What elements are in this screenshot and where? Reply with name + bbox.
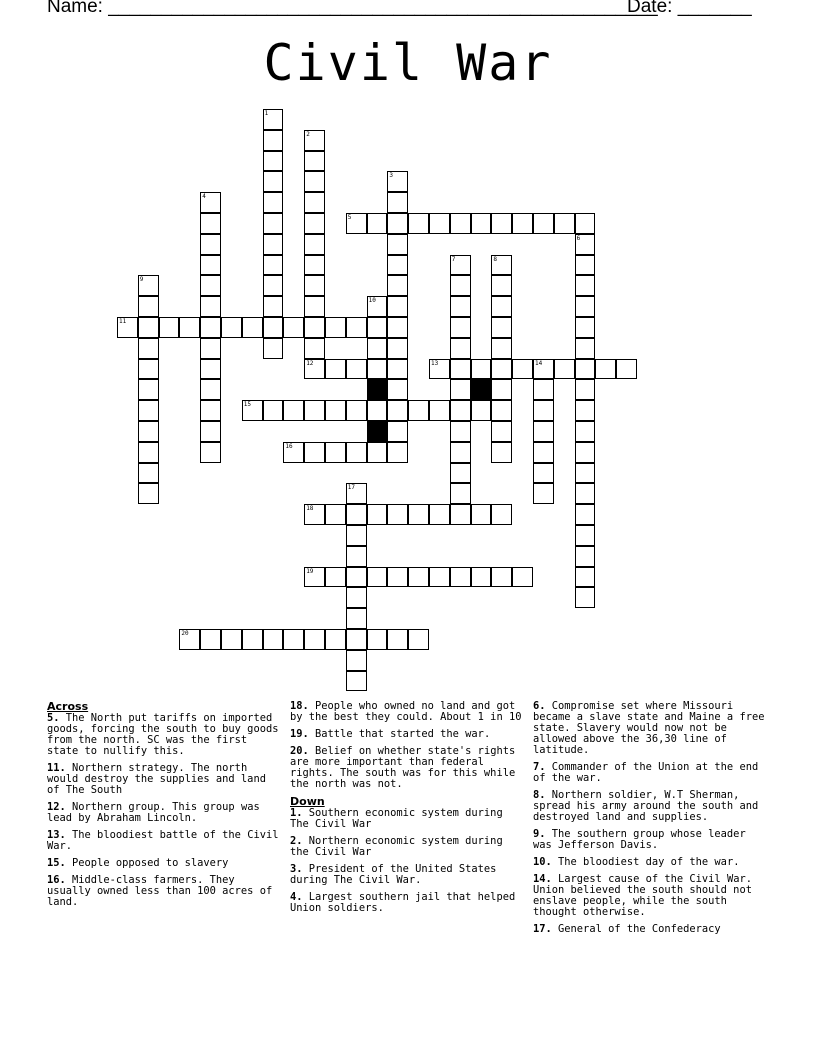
clue-item: [533, 701, 769, 756]
grid-cell[interactable]: [346, 400, 367, 421]
grid-cell[interactable]: [325, 317, 346, 338]
grid-cell[interactable]: [325, 629, 346, 650]
clue-text: Northern economic system during the Civil War: [290, 835, 503, 858]
clue-number: 12.: [47, 801, 66, 813]
clue-number: 1: [264, 110, 269, 117]
clue-item: [47, 830, 283, 852]
grid-cell[interactable]: [304, 255, 325, 276]
grid-cell[interactable]: [450, 463, 471, 484]
grid-cell[interactable]: [325, 400, 346, 421]
grid-cell[interactable]: [575, 567, 596, 588]
grid-cell[interactable]: [491, 338, 512, 359]
clue-text: Middle-class farmers. They usually owned less than 100 acres of land.: [47, 874, 273, 908]
grid-cell[interactable]: [242, 317, 263, 338]
grid-cell[interactable]: [429, 359, 450, 380]
grid-cell[interactable]: [138, 463, 159, 484]
grid-cell[interactable]: [595, 359, 616, 380]
clue-number: 19: [306, 567, 314, 575]
clue-number: 11: [119, 318, 127, 325]
grid-cell[interactable]: [179, 629, 200, 650]
grid-cell[interactable]: [283, 400, 304, 421]
grid-cell[interactable]: [367, 567, 388, 588]
grid-cell[interactable]: [325, 359, 346, 380]
clue-item: [47, 858, 283, 869]
grid-cell[interactable]: [367, 213, 388, 234]
grid-cell[interactable]: [138, 442, 159, 463]
grid-cell[interactable]: [304, 400, 325, 421]
grid-cell[interactable]: [491, 296, 512, 317]
grid-cell[interactable]: [304, 629, 325, 650]
clue-number: 8.: [533, 789, 546, 801]
clue-number: 14.: [533, 873, 552, 885]
grid-cell[interactable]: [283, 442, 304, 463]
grid-cell[interactable]: [304, 275, 325, 296]
grid-cell[interactable]: [450, 400, 471, 421]
clue-text: The North put tariffs on imported goods, forcing the south to buy goods from the north. SC was the first state to nullify this.: [47, 712, 279, 757]
grid-cell[interactable]: [450, 421, 471, 442]
grid-cell[interactable]: [304, 234, 325, 255]
grid-cell[interactable]: [346, 546, 367, 567]
clue-item: [533, 874, 769, 918]
grid-cell[interactable]: [491, 317, 512, 338]
grid-cell[interactable]: [138, 400, 159, 421]
grid-cell[interactable]: [387, 400, 408, 421]
grid-cell[interactable]: [575, 525, 596, 546]
grid-cell[interactable]: [575, 296, 596, 317]
grid-cell[interactable]: [263, 234, 284, 255]
grid-cell[interactable]: [159, 317, 180, 338]
clue-number: 16.: [47, 874, 66, 886]
grid-cell[interactable]: [575, 317, 596, 338]
clue-number: 19.: [290, 728, 309, 740]
grid-cell[interactable]: [450, 213, 471, 234]
grid-cell[interactable]: [367, 442, 388, 463]
across-heading: Across: [47, 700, 89, 713]
grid-cell[interactable]: [200, 213, 221, 234]
grid-cell[interactable]: [408, 213, 429, 234]
grid-cell[interactable]: [304, 359, 325, 380]
clue-number: 13: [431, 359, 439, 367]
grid-cell[interactable]: [304, 442, 325, 463]
grid-cell[interactable]: [471, 504, 492, 525]
grid-cell[interactable]: [512, 567, 533, 588]
grid-cell[interactable]: [304, 192, 325, 213]
grid-cell[interactable]: [408, 400, 429, 421]
grid-cell[interactable]: [387, 296, 408, 317]
clue-text: Northern soldier, W.T Sherman, spread his army around the south and destroyed land and supplies.: [533, 789, 759, 823]
grid-cell[interactable]: [387, 567, 408, 588]
grid-cell[interactable]: [200, 192, 221, 213]
grid-cell[interactable]: [304, 338, 325, 359]
grid-cell[interactable]: [429, 504, 450, 525]
grid-cell[interactable]: [491, 400, 512, 421]
clue-item: [290, 836, 526, 858]
clue-number: 1.: [290, 807, 303, 819]
clue-item: [290, 746, 526, 790]
clue-number: 15.: [47, 857, 66, 869]
grid-cell[interactable]: [387, 504, 408, 525]
grid-cell[interactable]: [263, 629, 284, 650]
grid-cell[interactable]: [138, 359, 159, 380]
grid-cell[interactable]: [387, 275, 408, 296]
grid-cell[interactable]: [138, 379, 159, 400]
grid-cell[interactable]: [263, 130, 284, 151]
black-square: [367, 421, 388, 442]
grid-cell[interactable]: [346, 483, 367, 504]
grid-cell[interactable]: [221, 629, 242, 650]
clue-number: 3: [389, 172, 394, 180]
grid-cell[interactable]: [387, 421, 408, 442]
clue-item: [533, 790, 769, 823]
grid-cell[interactable]: [575, 213, 596, 234]
grid-cell[interactable]: [346, 567, 367, 588]
grid-cell[interactable]: [304, 171, 325, 192]
clue-text: Largest cause of the Civil War. Union believed the south should not enslave people, while the south thought otherwise.: [533, 873, 752, 918]
grid-cell[interactable]: [200, 275, 221, 296]
grid-cell[interactable]: [221, 317, 242, 338]
grid-cell[interactable]: [575, 255, 596, 276]
clue-number: 14: [535, 359, 543, 367]
grid-cell[interactable]: [450, 275, 471, 296]
grid-cell[interactable]: [346, 650, 367, 671]
grid-cell[interactable]: [429, 213, 450, 234]
grid-cell[interactable]: [304, 567, 325, 588]
grid-cell[interactable]: [575, 421, 596, 442]
clue-text: The bloodiest day of the war.: [551, 856, 740, 868]
grid-cell[interactable]: [554, 213, 575, 234]
grid-cell[interactable]: [346, 213, 367, 234]
grid-cell[interactable]: [491, 275, 512, 296]
clue-number: 3.: [290, 863, 303, 875]
grid-cell[interactable]: [408, 567, 429, 588]
grid-cell[interactable]: [533, 483, 554, 504]
grid-cell[interactable]: [387, 213, 408, 234]
grid-cell[interactable]: [283, 317, 304, 338]
grid-cell[interactable]: [575, 483, 596, 504]
clue-number: 10: [368, 297, 376, 305]
grid-cell[interactable]: [346, 587, 367, 608]
grid-cell[interactable]: [367, 317, 388, 338]
grid-cell[interactable]: [200, 421, 221, 442]
grid-cell[interactable]: [200, 296, 221, 317]
clue-number: 6: [576, 234, 581, 242]
grid-cell[interactable]: [471, 400, 492, 421]
grid-cell[interactable]: [200, 629, 221, 650]
clue-number: 11.: [47, 762, 66, 774]
clue-item: [47, 713, 283, 757]
grid-cell[interactable]: [367, 296, 388, 317]
grid-cell[interactable]: [512, 359, 533, 380]
clues-column-3: [533, 701, 769, 941]
grid-cell[interactable]: [491, 213, 512, 234]
grid-cell[interactable]: [117, 317, 138, 338]
grid-cell[interactable]: [450, 338, 471, 359]
grid-cell[interactable]: [138, 275, 159, 296]
clue-number: 2: [306, 130, 310, 138]
grid-cell[interactable]: [450, 317, 471, 338]
grid-cell[interactable]: [533, 421, 554, 442]
grid-cell[interactable]: [575, 359, 596, 380]
clue-number: 13.: [47, 829, 66, 841]
clue-item: [290, 729, 526, 740]
grid-cell[interactable]: [242, 629, 263, 650]
clue-text: Compromise set where Missouri became a slave state and Maine a free state. Slavery would now not be allowed above the 36,30 line of latitude.: [533, 700, 765, 756]
clue-number: 18.: [290, 700, 309, 712]
grid-cell[interactable]: [304, 213, 325, 234]
grid-cell[interactable]: [450, 255, 471, 276]
grid-cell[interactable]: [533, 213, 554, 234]
grid-cell[interactable]: [200, 234, 221, 255]
grid-cell[interactable]: [200, 338, 221, 359]
grid-cell[interactable]: [491, 255, 512, 276]
grid-cell[interactable]: [450, 296, 471, 317]
clue-text: President of the United States during The Civil War.: [290, 863, 497, 886]
clue-number: 15: [243, 401, 252, 409]
clue-item: [47, 763, 283, 796]
grid-cell[interactable]: [346, 671, 367, 692]
clue-number: 5.: [47, 712, 60, 724]
grid-cell[interactable]: [346, 608, 367, 629]
page-title: Civil War: [263, 34, 553, 92]
grid-cell[interactable]: [346, 525, 367, 546]
grid-cell[interactable]: [450, 504, 471, 525]
clue-number: 17.: [533, 923, 552, 935]
clue-text: The bloodiest battle of the Civil War.: [47, 829, 279, 852]
grid-cell[interactable]: [575, 442, 596, 463]
grid-cell[interactable]: [304, 317, 325, 338]
grid-cell[interactable]: [533, 463, 554, 484]
grid-cell[interactable]: [575, 338, 596, 359]
grid-cell[interactable]: [533, 400, 554, 421]
grid-cell[interactable]: [387, 629, 408, 650]
clue-item: [290, 808, 526, 830]
grid-cell[interactable]: [138, 421, 159, 442]
grid-cell[interactable]: [304, 130, 325, 151]
grid-cell[interactable]: [325, 442, 346, 463]
grid-cell[interactable]: [408, 629, 429, 650]
grid-cell[interactable]: [387, 359, 408, 380]
clue-text: People who owned no land and got by the best they could. About 1 in 10: [290, 700, 522, 723]
grid-cell[interactable]: [346, 317, 367, 338]
grid-cell[interactable]: [200, 255, 221, 276]
grid-cell[interactable]: [200, 359, 221, 380]
grid-cell[interactable]: [263, 171, 284, 192]
grid-cell[interactable]: [325, 504, 346, 525]
grid-cell[interactable]: [200, 400, 221, 421]
grid-cell[interactable]: [367, 338, 388, 359]
grid-cell[interactable]: [616, 359, 637, 380]
clue-number: 16: [285, 442, 293, 450]
grid-cell[interactable]: [491, 359, 512, 380]
clue-number: 17: [347, 484, 356, 492]
grid-cell[interactable]: [346, 629, 367, 650]
clue-item: [290, 701, 526, 723]
grid-cell[interactable]: [179, 317, 200, 338]
clue-number: 20: [181, 630, 189, 637]
grid-cell[interactable]: [138, 338, 159, 359]
grid-cell[interactable]: [346, 442, 367, 463]
grid-cell[interactable]: [263, 275, 284, 296]
grid-cell[interactable]: [200, 379, 221, 400]
grid-cell[interactable]: [471, 567, 492, 588]
grid-cell[interactable]: [533, 379, 554, 400]
clue-text: Commander of the Union at the end of the war.: [533, 761, 759, 784]
clue-item: [533, 762, 769, 784]
grid-cell[interactable]: [263, 192, 284, 213]
grid-cell[interactable]: [387, 442, 408, 463]
grid-cell[interactable]: [491, 442, 512, 463]
grid-cell[interactable]: [387, 192, 408, 213]
grid-cell[interactable]: [304, 151, 325, 172]
grid-cell[interactable]: [575, 275, 596, 296]
clue-number: 9.: [533, 828, 546, 840]
grid-cell[interactable]: [263, 338, 284, 359]
clue-number: 7: [451, 255, 456, 263]
grid-cell[interactable]: [429, 567, 450, 588]
clue-number: 12: [306, 359, 314, 367]
clue-text: Northern strategy. The north would destroy the supplies and land of The South: [47, 762, 266, 796]
grid-cell[interactable]: [491, 504, 512, 525]
grid-cell[interactable]: [325, 567, 346, 588]
grid-cell[interactable]: [263, 296, 284, 317]
grid-cell[interactable]: [575, 587, 596, 608]
grid-cell[interactable]: [387, 317, 408, 338]
grid-cell[interactable]: [200, 317, 221, 338]
grid-cell[interactable]: [512, 213, 533, 234]
grid-cell[interactable]: [387, 234, 408, 255]
grid-cell[interactable]: [575, 379, 596, 400]
clue-item: [533, 829, 769, 851]
clue-number: 2.: [290, 835, 303, 847]
grid-cell[interactable]: [575, 463, 596, 484]
grid-cell[interactable]: [346, 359, 367, 380]
grid-cell[interactable]: [346, 504, 367, 525]
black-square: [367, 379, 388, 400]
grid-cell[interactable]: [263, 255, 284, 276]
grid-cell[interactable]: [138, 317, 159, 338]
clue-number: 4: [202, 193, 206, 201]
grid-cell[interactable]: [387, 379, 408, 400]
grid-cell[interactable]: [304, 504, 325, 525]
clue-number: 18: [306, 505, 314, 513]
grid-cell[interactable]: [263, 317, 284, 338]
clue-item: [533, 857, 769, 868]
grid-cell[interactable]: [450, 359, 471, 380]
clue-text: People opposed to slavery: [65, 857, 229, 869]
grid-cell[interactable]: [263, 151, 284, 172]
grid-cell[interactable]: [304, 296, 325, 317]
grid-cell[interactable]: [491, 421, 512, 442]
grid-cell[interactable]: [575, 400, 596, 421]
grid-cell[interactable]: [471, 213, 492, 234]
clue-text: Largest southern jail that helped Union soldiers.: [290, 891, 516, 914]
clue-item: [290, 864, 526, 886]
down-heading: Down: [290, 795, 325, 808]
grid-cell[interactable]: [533, 442, 554, 463]
clue-text: Battle that started the war.: [308, 728, 491, 740]
clue-text: Southern economic system during The Civil War: [290, 807, 503, 830]
grid-cell[interactable]: [491, 567, 512, 588]
grid-cell[interactable]: [408, 504, 429, 525]
grid-cell[interactable]: [533, 359, 554, 380]
grid-cell[interactable]: [283, 629, 304, 650]
clue-item: [47, 875, 283, 908]
grid-cell[interactable]: [429, 400, 450, 421]
clues-column-2: [290, 701, 526, 920]
clue-item: [290, 892, 526, 914]
name-field-label: Name: ____________________________________________________: [47, 0, 658, 17]
grid-cell[interactable]: [263, 400, 284, 421]
grid-cell[interactable]: [450, 442, 471, 463]
grid-cell[interactable]: [263, 213, 284, 234]
grid-cell[interactable]: [387, 171, 408, 192]
black-square: [471, 379, 492, 400]
grid-cell[interactable]: [387, 338, 408, 359]
grid-cell[interactable]: [200, 442, 221, 463]
clue-item: [47, 802, 283, 824]
grid-cell[interactable]: [367, 629, 388, 650]
grid-cell[interactable]: [450, 483, 471, 504]
clue-text: The southern group whose leader was Jefferson Davis.: [533, 828, 746, 851]
clue-number: 9: [139, 276, 144, 284]
grid-cell[interactable]: [450, 379, 471, 400]
clue-number: 7.: [533, 761, 546, 773]
grid-cell[interactable]: [263, 109, 284, 130]
clue-text: Belief on whether state's rights are more important than federal rights. The south was for this while the north was not.: [290, 745, 516, 790]
grid-cell[interactable]: [554, 359, 575, 380]
clue-number: 8: [493, 255, 498, 263]
clue-number: 5: [347, 214, 352, 221]
grid-cell[interactable]: [491, 379, 512, 400]
grid-cell[interactable]: [450, 567, 471, 588]
grid-cell[interactable]: [575, 504, 596, 525]
clue-number: 6.: [533, 700, 546, 712]
clue-number: 10.: [533, 856, 552, 868]
grid-cell[interactable]: [138, 483, 159, 504]
clue-number: 20.: [290, 745, 309, 757]
grid-cell[interactable]: [367, 504, 388, 525]
grid-cell[interactable]: [242, 400, 263, 421]
grid-cell[interactable]: [367, 359, 388, 380]
grid-cell[interactable]: [387, 255, 408, 276]
clue-text: General of the Confederacy: [551, 923, 721, 935]
clue-item: [533, 924, 769, 935]
grid-cell[interactable]: [367, 400, 388, 421]
grid-cell[interactable]: [575, 546, 596, 567]
grid-cell[interactable]: [138, 296, 159, 317]
clue-number: 4.: [290, 891, 303, 903]
clues-column-1: [47, 701, 283, 914]
grid-cell[interactable]: [575, 234, 596, 255]
date-field-label: Date: _______: [627, 0, 752, 17]
clue-text: Northern group. This group was lead by Abraham Lincoln.: [47, 801, 260, 824]
grid-cell[interactable]: [471, 359, 492, 380]
